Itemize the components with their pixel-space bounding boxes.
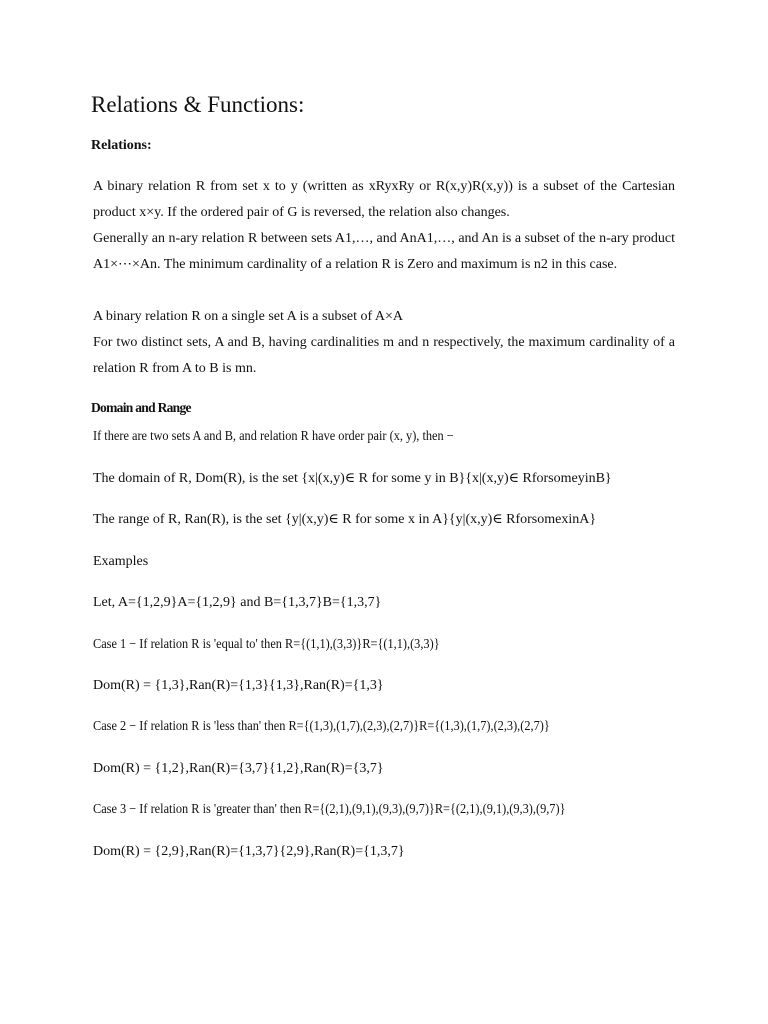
case-1-statement: Case 1 − If relation R is 'equal to' then R={(1,1),(3,3)}R={(1,1),(3,3)}: [93, 637, 440, 652]
case-1-result: Dom(R) = {1,3},Ran(R)={1,3}{1,3},Ran(R)={1,3}: [93, 678, 384, 693]
case-3-result: Dom(R) = {2,9},Ran(R)={1,3,7}{2,9},Ran(R)={1,3,7}: [93, 844, 405, 859]
domain-range-heading: Domain and Range: [91, 400, 191, 415]
examples-label: Examples: [93, 554, 149, 569]
example-sets: Let, A={1,2,9}A={1,2,9} and B={1,3,7}B={1,3,7}: [93, 595, 382, 610]
relations-paragraph-cardinality: For two distinct sets, A and B, having cardinalities m and n respectively, the maximum cardinality of a relation R from A to B is mn.: [93, 335, 675, 376]
relations-paragraph-n-ary-relation: Generally an n-ary relation R between sets A1,…, and AnA1,…, and An is a subset of the n-ary product A1×⋯×An. The minimum cardinality of a relation R is Zero and maximum is n2 in this case.: [93, 231, 675, 272]
case-3-statement: Case 3 − If relation R is 'greater than' then R={(2,1),(9,1),(9,3),(9,7)}R={(2,1),(9,1),(9,3),(9,7)}: [93, 802, 566, 817]
domain-range-intro: If there are two sets A and B, and relation R have order pair (x, y), then −: [93, 429, 454, 444]
relations-paragraph-binary-relation: A binary relation R from set x to y (written as xRyxRy or R(x,y)R(x,y)) is a subset of the Cartesian product x×y. If the ordered pair of G is reversed, the relation also changes.: [93, 179, 675, 220]
range-definition: The range of R, Ran(R), is the set {y|(x,y)∈ R for some x in A}{y|(x,y)∈ RforsomexinA}: [93, 512, 597, 527]
relations-paragraph-single-set: A binary relation R on a single set A is a subset of A×A: [93, 309, 404, 324]
page-title: Relations & Functions:: [91, 92, 305, 117]
relations-heading: Relations:: [91, 138, 152, 153]
case-2-result: Dom(R) = {1,2},Ran(R)={3,7}{1,2},Ran(R)={3,7}: [93, 761, 384, 776]
case-2-statement: Case 2 − If relation R is 'less than' then R={(1,3),(1,7),(2,3),(2,7)}R={(1,3),(1,7),(2,3),(2,7)}: [93, 719, 550, 734]
domain-definition: The domain of R, Dom(R), is the set {x|(x,y)∈ R for some y in B}{x|(x,y)∈ RforsomeyinB}: [93, 471, 612, 486]
